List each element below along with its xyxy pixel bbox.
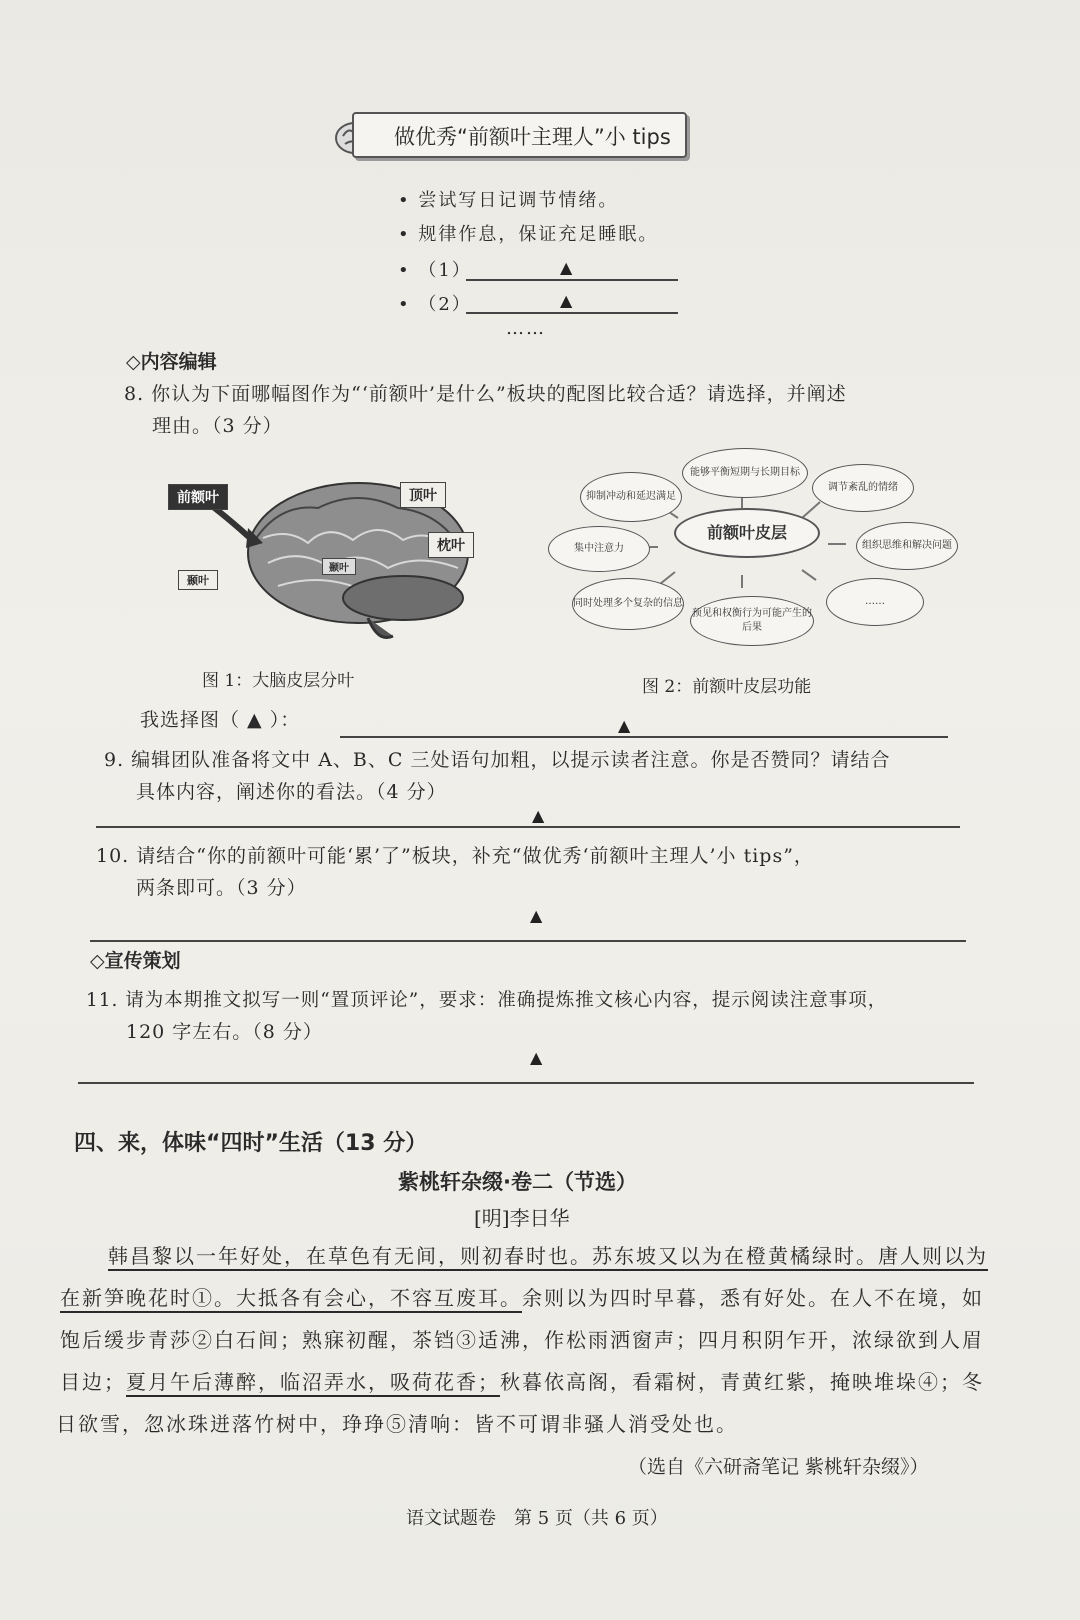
answer-triangle: ▲ bbox=[532, 806, 545, 825]
node-more: …… bbox=[826, 578, 924, 626]
label-temporal-lobe: 颞叶 bbox=[178, 570, 218, 590]
tip-blank-2-line[interactable] bbox=[466, 312, 678, 314]
question-9-line-1: 9. 编辑团队准备将文中 A、B、C 三处语句加粗，以提示读者注意。你是否赞同？请结合 bbox=[104, 749, 891, 771]
question-10-line-1: 10. 请结合“你的前额叶可能‘累’了”板块，补充“做优秀‘前额叶主理人’小 tips”， bbox=[96, 845, 814, 867]
node-focus-attention: 集中注意力 bbox=[548, 526, 650, 572]
label-parietal-lobe: 顶叶 bbox=[400, 482, 446, 508]
excerpt-line-2 bbox=[60, 1278, 984, 1319]
question-10-answer-line[interactable] bbox=[90, 940, 966, 942]
excerpt-author: [明]李日华 bbox=[474, 1206, 570, 1230]
figure-2-caption: 图 2：前额叶皮层功能 bbox=[642, 677, 812, 697]
section-content-edit: ◇内容编辑 bbox=[126, 351, 217, 373]
question-9-line-2: 具体内容，阐述你的看法。（4 分） bbox=[136, 781, 447, 803]
section-promo: ◇宣传策划 bbox=[90, 950, 181, 972]
question-11-answer-line[interactable] bbox=[78, 1082, 974, 1084]
label-inner-lobe: 颞叶 bbox=[322, 558, 356, 575]
part-4-heading: 四、来，体味“四时”生活（13 分） bbox=[74, 1131, 428, 1156]
node-balance-goals: 能够平衡短期与长期目标 bbox=[682, 448, 808, 498]
question-9-answer-line[interactable] bbox=[96, 826, 960, 828]
node-organize-thinking: 组织思维和解决问题 bbox=[856, 522, 958, 570]
excerpt-source: （选自《六研斋笔记 紫桃轩杂缀》） bbox=[628, 1456, 929, 1478]
excerpt-line-5: 日欲雪，忽冰珠迸落竹树中，琤琤⑤清响：皆不可谓非骚人消受处也。 bbox=[56, 1412, 738, 1436]
answer-triangle: ▲ bbox=[560, 291, 573, 310]
answer-triangle: ▲ bbox=[530, 906, 543, 925]
answer-triangle: ▲ bbox=[560, 258, 573, 277]
question-11-line-1: 11. 请为本期推文拟写一则“置顶评论”，要求：准确提炼推文核心内容，提示阅读注意事项， bbox=[86, 990, 888, 1011]
excerpt-line-4 bbox=[60, 1362, 984, 1403]
excerpt-line-1 bbox=[108, 1236, 988, 1277]
answer-triangle: ▲ bbox=[618, 716, 631, 735]
figure-1-caption: 图 1：大脑皮层分叶 bbox=[202, 671, 355, 691]
tip-blank-1-line[interactable] bbox=[466, 279, 678, 281]
excerpt-text-4a: 目边； bbox=[60, 1370, 126, 1394]
tip-blank-2-label: • （2） bbox=[398, 294, 472, 315]
excerpt-text-2: 余则以为四时早暮，悉有好处。在人不在境，如 bbox=[522, 1286, 984, 1310]
excerpt-underlined-4: 夏月午后薄醉，临沼弄水，吸荷花香； bbox=[126, 1370, 500, 1394]
center-node: 前额叶皮层 bbox=[674, 508, 820, 558]
question-10-line-2: 两条即可。（3 分） bbox=[136, 877, 307, 899]
excerpt-line-3: 饱后缓步青莎②白石间；熟寐初醒，茶铛③适沸，作松雨洒窗声；四月积阴乍开，浓绿欲到人眉 bbox=[60, 1328, 984, 1352]
excerpt-underlined-1: 韩昌黎以一年好处，在草色有无间，则初春时也。苏东坡又以为在橙黄橘绿时。唐人则以为 bbox=[108, 1244, 988, 1268]
question-8-answer-line[interactable] bbox=[340, 736, 948, 738]
node-inhibit-impulse: 抑制冲动和延迟满足 bbox=[580, 472, 682, 522]
excerpt-text-4b: 秋暮依高阁，看霜树，青黄红紫，掩映堆垛④；冬 bbox=[500, 1370, 984, 1394]
page-footer: 语文试题卷 第 5 页（共 6 页） bbox=[406, 1508, 668, 1529]
question-8-line-1: 8. 你认为下面哪幅图作为“‘前额叶’是什么”板块的配图比较合适？请选择，并阐述 bbox=[124, 383, 847, 405]
node-multitask: 同时处理多个复杂的信息 bbox=[572, 578, 684, 630]
node-regulate-emotion: 调节紊乱的情绪 bbox=[812, 464, 914, 512]
excerpt-underlined-2: 在新笋晚花时①。大抵各有会心，不容互废耳。 bbox=[60, 1286, 522, 1310]
tip-item-1: • 尝试写日记调节情绪。 bbox=[398, 190, 619, 211]
tip-item-2: • 规律作息，保证充足睡眠。 bbox=[398, 224, 659, 245]
node-foresee-consequences: 预见和权衡行为可能产生的后果 bbox=[690, 596, 814, 646]
answer-triangle: ▲ bbox=[530, 1048, 543, 1067]
label-occipital-lobe: 枕叶 bbox=[428, 532, 474, 558]
tips-ellipsis: …… bbox=[506, 318, 546, 339]
question-8-answer-prompt: 我选择图（ ▲ ）： bbox=[140, 709, 301, 731]
tips-title: 做优秀“前额叶主理人”小 tips bbox=[352, 112, 687, 158]
question-11-line-2: 120 字左右。（8 分） bbox=[126, 1021, 323, 1043]
excerpt-title: 紫桃轩杂缀·卷二（节选） bbox=[398, 1170, 637, 1194]
tip-blank-1-label: • （1） bbox=[398, 260, 472, 281]
label-frontal-lobe: 前额叶 bbox=[168, 484, 228, 510]
question-8-line-2: 理由。（3 分） bbox=[152, 415, 283, 437]
